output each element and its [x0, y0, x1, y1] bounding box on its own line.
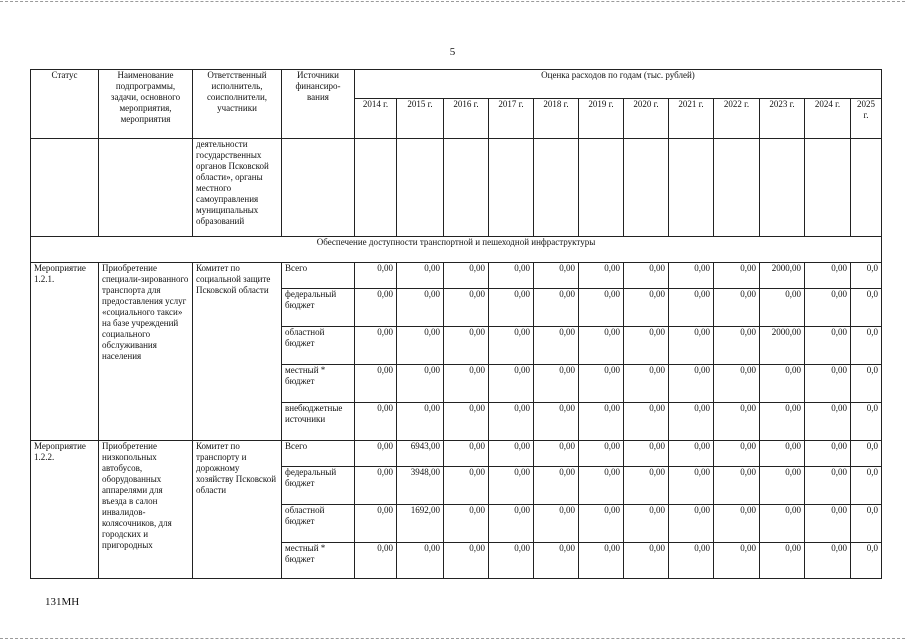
header-estimate: Оценка расходов по годам (тыс. рублей) [355, 70, 882, 99]
amount-cell: 0,0 [851, 467, 882, 505]
amount-cell: 0,00 [444, 467, 489, 505]
budget-table [30, 69, 882, 579]
year-header: 2016 г. [444, 99, 489, 139]
funding-source: внебюджетные источники [282, 403, 355, 441]
amount-cell: 0,00 [489, 263, 534, 289]
empty-cell [714, 139, 760, 237]
amount-cell: 0,00 [397, 289, 444, 327]
amount-cell: 0,00 [355, 327, 397, 365]
amount-cell: 0,00 [444, 441, 489, 467]
amount-cell: 0,00 [714, 365, 760, 403]
amount-cell: 0,0 [851, 327, 882, 365]
empty-cell [805, 139, 851, 237]
amount-cell: 0,00 [489, 505, 534, 543]
continuation-row [31, 139, 882, 237]
year-header: 2018 г. [534, 99, 579, 139]
amount-cell: 0,00 [624, 327, 669, 365]
amount-cell: 0,00 [397, 327, 444, 365]
amount-cell: 0,00 [355, 467, 397, 505]
amount-cell: 6943,00 [397, 441, 444, 467]
amount-cell: 0,00 [489, 403, 534, 441]
amount-cell: 0,00 [714, 263, 760, 289]
year-header: 2021 г. [669, 99, 714, 139]
amount-cell: 0,00 [534, 467, 579, 505]
amount-cell: 0,00 [624, 365, 669, 403]
amount-cell: 0,00 [669, 289, 714, 327]
scan-edge-top [0, 1, 905, 2]
year-header: 2025 г. [851, 99, 882, 139]
amount-cell: 0,00 [669, 263, 714, 289]
budget-row [31, 263, 882, 289]
year-header: 2023 г. [760, 99, 805, 139]
document-code: 131МН [45, 596, 80, 608]
empty-cell [397, 139, 444, 237]
amount-cell: 0,00 [579, 543, 624, 579]
amount-cell: 0,00 [669, 467, 714, 505]
amount-cell: 0,00 [760, 289, 805, 327]
amount-cell: 0,00 [624, 505, 669, 543]
amount-cell: 0,00 [805, 467, 851, 505]
continuation-status [31, 139, 99, 237]
amount-cell: 0,00 [805, 263, 851, 289]
funding-source: местный * бюджет [282, 543, 355, 579]
amount-cell: 0,00 [534, 403, 579, 441]
amount-cell: 0,0 [851, 505, 882, 543]
amount-cell: 0,00 [355, 505, 397, 543]
amount-cell: 0,00 [355, 289, 397, 327]
amount-cell: 0,00 [534, 327, 579, 365]
amount-cell: 0,00 [534, 505, 579, 543]
amount-cell: 0,00 [579, 289, 624, 327]
amount-cell: 0,00 [579, 505, 624, 543]
amount-cell: 0,0 [851, 289, 882, 327]
amount-cell: 0,00 [489, 441, 534, 467]
empty-cell [534, 139, 579, 237]
event-status: Мероприятие 1.2.2. [31, 441, 99, 579]
funding-source: местный * бюджет [282, 365, 355, 403]
funding-source: федеральный бюджет [282, 467, 355, 505]
amount-cell: 0,00 [714, 289, 760, 327]
amount-cell: 0,00 [444, 365, 489, 403]
amount-cell: 0,00 [489, 543, 534, 579]
amount-cell: 0,00 [760, 543, 805, 579]
amount-cell: 0,00 [805, 289, 851, 327]
amount-cell: 0,00 [397, 403, 444, 441]
event-status: Мероприятие 1.2.1. [31, 263, 99, 441]
budget-row [31, 441, 882, 467]
amount-cell: 3948,00 [397, 467, 444, 505]
empty-cell [760, 139, 805, 237]
empty-cell [355, 139, 397, 237]
year-header: 2024 г. [805, 99, 851, 139]
amount-cell: 2000,00 [760, 263, 805, 289]
amount-cell: 0,00 [760, 441, 805, 467]
continuation-name [99, 139, 193, 237]
amount-cell: 0,00 [579, 365, 624, 403]
funding-source: федеральный бюджет [282, 289, 355, 327]
empty-cell [669, 139, 714, 237]
amount-cell: 0,00 [534, 365, 579, 403]
amount-cell: 0,00 [805, 505, 851, 543]
header-responsible: Ответственный исполнитель, соисполнители, участники [193, 70, 282, 139]
amount-cell: 0,0 [851, 403, 882, 441]
amount-cell: 2000,00 [760, 327, 805, 365]
amount-cell: 0,00 [579, 327, 624, 365]
amount-cell: 0,00 [579, 403, 624, 441]
amount-cell: 0,00 [669, 441, 714, 467]
empty-cell [624, 139, 669, 237]
amount-cell: 0,00 [624, 263, 669, 289]
amount-cell: 0,00 [624, 441, 669, 467]
amount-cell: 0,00 [669, 505, 714, 543]
amount-cell: 0,00 [397, 263, 444, 289]
event-name: Приобретение специали-зированного транспорта для предоставления услуг «социального такси» на базе учреждений социального обслуживания населения [99, 263, 193, 441]
amount-cell: 0,00 [355, 543, 397, 579]
amount-cell: 0,00 [714, 327, 760, 365]
header-name: Наименование подпрограммы, задачи, основного мероприятия, мероприятия [99, 70, 193, 139]
empty-cell [579, 139, 624, 237]
year-header: 2015 г. [397, 99, 444, 139]
amount-cell: 0,00 [714, 403, 760, 441]
funding-source: областной бюджет [282, 505, 355, 543]
scan-edge-bottom [0, 638, 905, 639]
amount-cell: 0,00 [805, 543, 851, 579]
year-header: 2019 г. [579, 99, 624, 139]
amount-cell: 0,00 [669, 365, 714, 403]
amount-cell: 0,00 [669, 543, 714, 579]
amount-cell: 0,00 [534, 543, 579, 579]
event-name: Приобретение низкопольных автобусов, оборудованных аппарелями для въезда в салон инвалидов-колясочников, для городских и пригородных [99, 441, 193, 579]
funding-source: областной бюджет [282, 327, 355, 365]
amount-cell: 0,00 [489, 289, 534, 327]
amount-cell: 0,00 [444, 543, 489, 579]
amount-cell: 0,00 [355, 365, 397, 403]
amount-cell: 0,00 [489, 365, 534, 403]
amount-cell: 0,00 [579, 441, 624, 467]
amount-cell: 0,00 [714, 467, 760, 505]
amount-cell: 0,00 [444, 263, 489, 289]
empty-cell [851, 139, 882, 237]
continuation-responsible: деятельности государственных органов Псковской области», органы местного самоуправления муниципальных образований [193, 139, 282, 237]
amount-cell: 0,00 [805, 441, 851, 467]
amount-cell: 0,00 [579, 263, 624, 289]
amount-cell: 0,0 [851, 543, 882, 579]
amount-cell: 0,00 [489, 467, 534, 505]
amount-cell: 0,00 [669, 403, 714, 441]
amount-cell: 0,00 [534, 289, 579, 327]
amount-cell: 0,00 [669, 327, 714, 365]
amount-cell: 1692,00 [397, 505, 444, 543]
amount-cell: 0,00 [444, 289, 489, 327]
amount-cell: 0,00 [760, 467, 805, 505]
amount-cell: 0,00 [355, 403, 397, 441]
event-responsible: Комитет по транспорту и дорожному хозяйству Псковской области [193, 441, 282, 579]
amount-cell: 0,00 [397, 365, 444, 403]
empty-cell [282, 139, 355, 237]
page-number: 5 [449, 46, 456, 58]
amount-cell: 0,00 [489, 327, 534, 365]
year-header: 2020 г. [624, 99, 669, 139]
amount-cell: 0,0 [851, 263, 882, 289]
amount-cell: 0,00 [534, 263, 579, 289]
amount-cell: 0,00 [760, 365, 805, 403]
section-title: Обеспечение доступности транспортной и пешеходной инфраструктуры [31, 237, 882, 263]
amount-cell: 0,00 [714, 505, 760, 543]
funding-source: Всего [282, 263, 355, 289]
funding-source: Всего [282, 441, 355, 467]
amount-cell: 0,00 [760, 403, 805, 441]
amount-cell: 0,00 [805, 403, 851, 441]
year-header: 2014 г. [355, 99, 397, 139]
year-header: 2017 г. [489, 99, 534, 139]
amount-cell: 0,0 [851, 441, 882, 467]
amount-cell: 0,00 [444, 327, 489, 365]
amount-cell: 0,00 [579, 467, 624, 505]
amount-cell: 0,00 [444, 403, 489, 441]
header-status: Статус [31, 70, 99, 139]
amount-cell: 0,00 [397, 543, 444, 579]
amount-cell: 0,00 [624, 467, 669, 505]
amount-cell: 0,00 [714, 441, 760, 467]
event-responsible: Комитет по социальной защите Псковской области [193, 263, 282, 441]
amount-cell: 0,00 [624, 403, 669, 441]
amount-cell: 0,00 [760, 505, 805, 543]
amount-cell: 0,00 [444, 505, 489, 543]
amount-cell: 0,0 [851, 365, 882, 403]
amount-cell: 0,00 [805, 327, 851, 365]
empty-cell [489, 139, 534, 237]
amount-cell: 0,00 [355, 441, 397, 467]
amount-cell: 0,00 [355, 263, 397, 289]
section-row [31, 237, 882, 263]
amount-cell: 0,00 [624, 289, 669, 327]
amount-cell: 0,00 [805, 365, 851, 403]
empty-cell [444, 139, 489, 237]
amount-cell: 0,00 [624, 543, 669, 579]
header-row-1 [31, 70, 882, 99]
amount-cell: 0,00 [714, 543, 760, 579]
year-header: 2022 г. [714, 99, 760, 139]
header-sources: Источники финансиро-вания [282, 70, 355, 139]
amount-cell: 0,00 [534, 441, 579, 467]
